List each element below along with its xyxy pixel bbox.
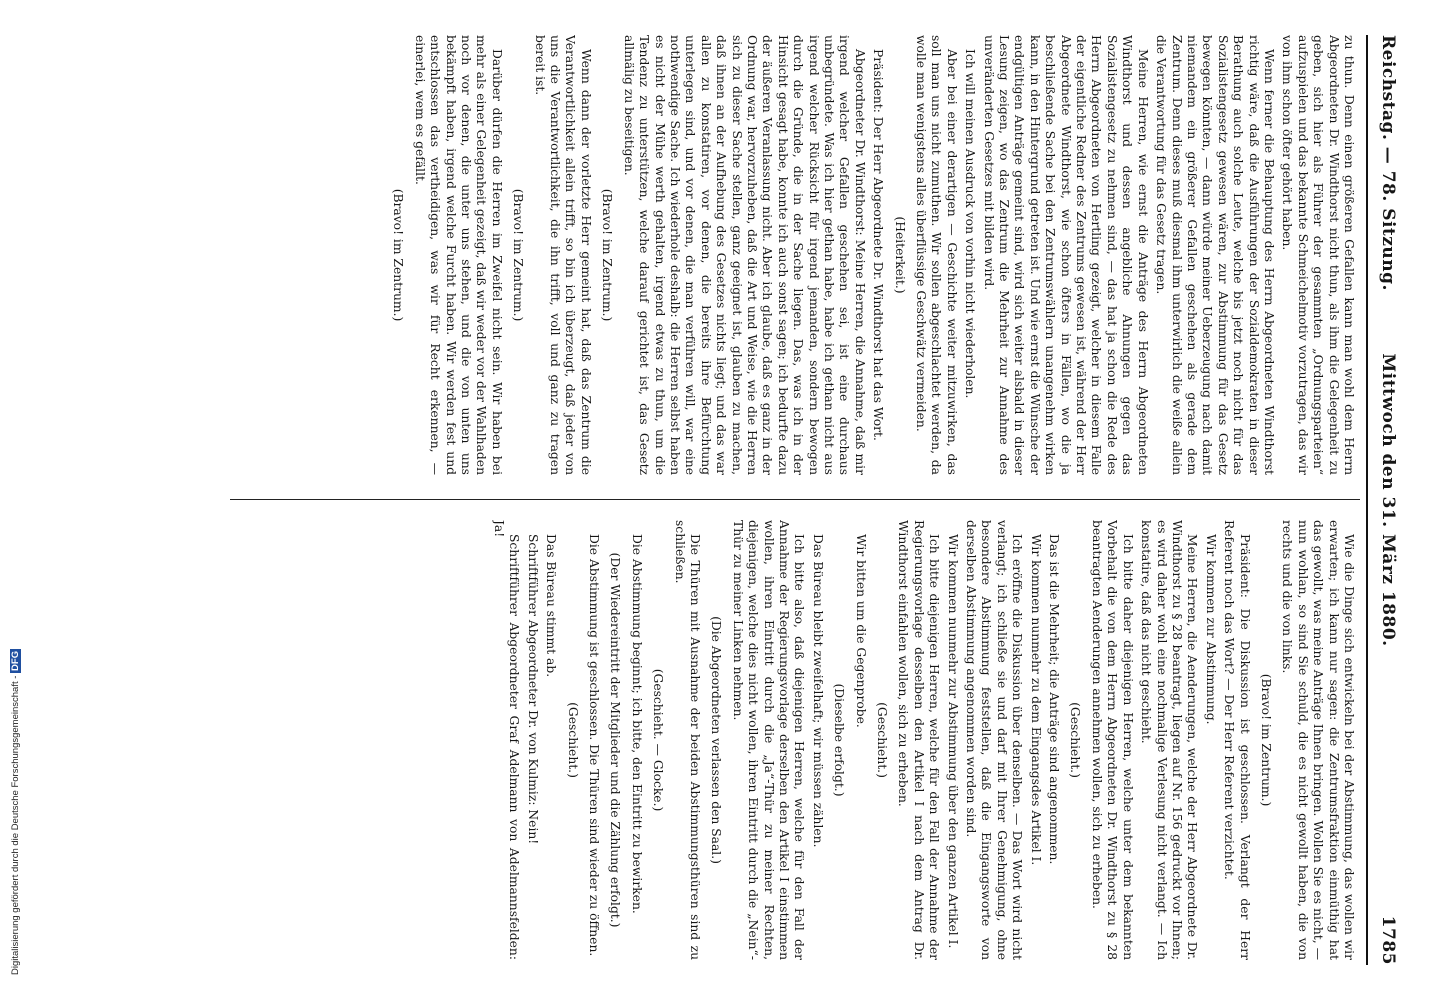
paragraph: Wir kommen nunmehr zur Abstimmung über den ganzen Artikel I. [945,534,960,949]
left-column [226,35,1356,475]
paragraph: zu thun. Denn einen größeren Gefallen kann man wohl dem Herrn Abgeordneten Dr. Windthorst nicht thun, als ihm die Gelegenheit zu geben, sich hier als Führer der gesammten „Ordnungsparteien“ aufzuspielen und das bekannte Schmeichelmotiv vorzutragen, das wir von ihm schon öfter gehört haben. [1280,35,1356,475]
paragraph: Die Abstimmung ist geschlossen. Die Thüren sind wieder zu öffnen. [586,534,601,957]
paragraph: Das Büreau stimmt ab. [544,534,559,678]
column-divider [230,499,1360,500]
speaker-paragraph: Schriftführer Abgeordneter Dr. von Kulmiz: Nein! [525,534,540,845]
paragraph: Wenn ferner die Behauptung des Herrn Abgeordneten Windthorst richtig wäre, daß die Ausführungen der Sozialdemokraten in dieser Berathung auch solche Leute, welche bis jetzt noch nicht für das Sozialistengesetz gewesen wären, zur Abstimmung für das Gesetz bewegen könnten, — dann würde meiner Ueberzeugung nach damit niemandem ein größerer Gefallen geschehen als gerade dem Zentrum. Denn dieses muß diesmal ihm unterwirlich die weiße allein die Verantwortung für das Gesetz tragen. [1154,35,1276,475]
page-number: 1785 [1378,915,1398,965]
header-rule [1366,35,1368,965]
paragraph: Ich bitte also, daß diejenigen Herren, welche für den Fall der Annahme der Regierungsvorlage derselben den Artikel I einstimmen wollen, ihren Eintritt durch die „Ja“-Thür zu meiner Rechten, diejenigen, welche dies nicht wollen, ihren Eintritt durch die „Nein“-Thür zu meiner Linken nehmen. [730,520,807,960]
right-column [226,520,1356,960]
interjection: (Geschieht.) [1068,702,1083,778]
paragraph: Aber bei einer derartigen — Geschichte weiter mitzuwirken, das soll man uns nicht zumuthen. Wir sollen abgeschlachtet werden, da wolle man wenigstens alles überflüssige Geschwätz vermeiden. [914,35,959,475]
paragraph: Das Büreau bleibt zweifelhaft; wir müssen zählen. [810,534,825,848]
paragraph: Die Thüren mit Ausnahme der beiden Abstimmungsthüren sind zu schließen. [672,520,702,960]
paragraph: Meine Herren, die Aenderungen, welche der Herr Abgeordnete Dr. Windthorst zu § 28 beantragt, liegen auf Nr. 156 gedruckt vor Ihnen; es wird daher wohl eine nochmalige Verlesung nicht verlangt. — Ich konstatire, daß das nicht geschieht. [1139,520,1200,960]
paragraph: Wir kommen zur Abstimmung. [1203,534,1218,725]
credit-text: Digitalisierung gefördert durch die Deutsche Forschungsgemeinschaft - [10,675,21,975]
interjection: (Der Wiedereintritt der Mitglieder und die Zählung erfolgt.) [608,552,623,928]
interjection: (Geschieht.) [565,702,580,778]
header-date: Mittwoch den 31. März 1880. [1378,353,1398,647]
running-header [1366,35,1398,965]
interjection: (Bravo! im Zentrum.) [511,188,526,322]
rotated-page-content [116,0,1416,1000]
interjection: (Bravo! im Zentrum.) [391,188,406,322]
speaker-paragraph: Schriftführer Abgeordneter Graf Adelmann von Adelmannsfelden: Ja! [491,520,522,960]
interjection: (Geschieht. — Glocke.) [651,668,666,812]
speaker-paragraph: Präsident: Die Diskussion ist geschlossen. Verlangt der Herr Referent noch das Wort? — Der Herr Referent verzichtet. [1222,520,1252,960]
paragraph: Ich eröffne die Diskussion über denselben. — Das Wort wird nicht verlangt; ich schließe sie und darf mit Ihrer Genehmigung, ohne besondere Abstimmung feststellen, daß die Eingangsworte von derselben Abstimmung angenommen worden sind. [964,520,1025,960]
paragraph: Wenn dann der vorletzte Herr gemeint hat, daß das Zentrum die Verantwortlichkeit allein trifft, so bin ich überzeugt, daß jeder von uns die Verantwortlichkeit, die ihn trifft, voll und ganz zu tragen bereit ist. [532,35,593,475]
header-session: Reichstag. — 78. Sitzung. [1378,35,1398,291]
digitization-credit [10,649,30,975]
paragraph: Wie die Dinge sich entwickeln bei der Abstimmung, das wollen wir erwarten; ich kann nur sagen: die Zentrumsfraktion einmüthig hat das gewollt, was meine Anträge Ihnen bringen. Wollen Sie es nicht, — nun wohlan, so sind Sie schuld, die es nicht gewollt haben, die von rechts und die von links. [1280,520,1356,960]
speaker-paragraph: Präsident: Der Herr Abgeordnete Dr. Windthorst hat das Wort. [871,49,886,441]
interjection: (Bravo! im Zentrum.) [600,188,615,322]
paragraph: Die Abstimmung beginnt; ich bitte, den Eintritt zu bewirken. [629,534,644,914]
paragraph: Ich bitte daher diejenigen Herren, welche unter dem bekannten Vorbehalt die von dem Herrn Abgeordneten Dr. Windthorst zu § 28 beantragten Aenderungen annehmen wollen, sich zu erheben. [1089,520,1135,960]
paragraph: Wir bitten um die Gegenprobe. [853,534,868,728]
interjection: (Die Abgeordneten verlassen den Saal.) [709,616,724,864]
paragraph: Ich bitte diejenigen Herren, welche für den Fall der Annahme der Regierungsvorlage desselben den Artikel I nach dem Antrag Dr. Windthorst einfahlen wollen, sich zu erheben. [896,520,942,960]
paragraph: Ich will meinen Ausdruck von vorhin nicht wiederholen. [963,49,978,399]
paragraph: Das ist die Mehrheit; die Anträge sind angenommen. [1047,534,1062,865]
interjection: (Heiterkeit.) [892,216,907,294]
interjection: (Dieselbe erfolgt.) [832,683,847,797]
paragraph: Wir kommen nunmehr zu dem Eingangsdes Artikel I. [1028,534,1043,866]
speaker-paragraph: Abgeordneter Dr. Windthorst: Meine Herren, die Annahme, daß mir irgend welcher Gefallen geschehen sei, ist eine durchaus unbegründete. Was ich hier gethan habe, habe ich gethan nicht aus irgend welcher Rücksicht für irgend jemanden, sondern bewogen durch die Gründe, die in der Sache liegen. Das, was ich in der Hinsicht gesagt habe, konnte ich auch sonst sagen; ich bedurfte dazu der äußeren Veranlassung nicht. Aber ich glaube, daß es ganz in der Ordnung war, hervorzuheben, daß die Art und Weise, wie die Herren sich zu dieser Sache stellen, ganz geeignet ist, glauben zu machen, daß ihnen an der Aufhebung des Gesetzes nichts liegt; und das war allen zu konstatiren, vor denen, die bereits ihre Befürchtung unterlegen sind, und vor denen, die man verführen will, war eine nothwendige Sache. Ich wiederhole deshalb: die Herren selbst haben es nicht der Mühe werth gehalten, irgend etwas zu thun, um die Tendenz zu unterstützen, welche darauf gerichtet ist, das Gesetz allmälig zu beseitigen. [621,35,867,475]
paragraph: Meine Herren, wie ernst die Anträge des Herrn Abgeordneten Windthorst und dessen angebliche Ahnungen gegen das Sozialistengesetz zu nehmen sind, — das hat ja schon die Rede des Herrn Abgeordneten von Hertling gezeigt, welcher in diesem Falle der eigentliche Redner des Zentrums gewesen ist, während der Herr Abgeordnete Windthorst, wie schon öfters in Fällen, wo die ja beschließende Sache bei den Zentrumswählern unangenehm wirken kann, in den Hintergrund getreten ist. Und wie ernst die Wünsche der endgültigen Anträge gemeint sind, wird sich weiter alsbald in dieser Lesung zeigen, wo das Zentrum die Mehrheit zur Annahme des unveränderten Gesetzes mit bilden wird. [981,35,1150,475]
paragraph: Darüber dürfen die Herren im Zweifel nicht sein. Wir haben bei mehr als einer Gelegenheit gezeigt, daß wir weder vor der Wahlhaden noch vor denen, die unter uns stehen, und die von unten uns bekämpft haben, irgend welche Furcht haben. Wir werden fest und entschlossen das vertheidigen, was wir für Recht erkennen, — einerlei, wem es gefällt. [412,35,504,475]
interjection: (Geschieht.) [875,702,890,778]
dfg-logo: DFG [10,650,21,671]
interjection: (Bravo! im Zentrum.) [1258,673,1273,807]
